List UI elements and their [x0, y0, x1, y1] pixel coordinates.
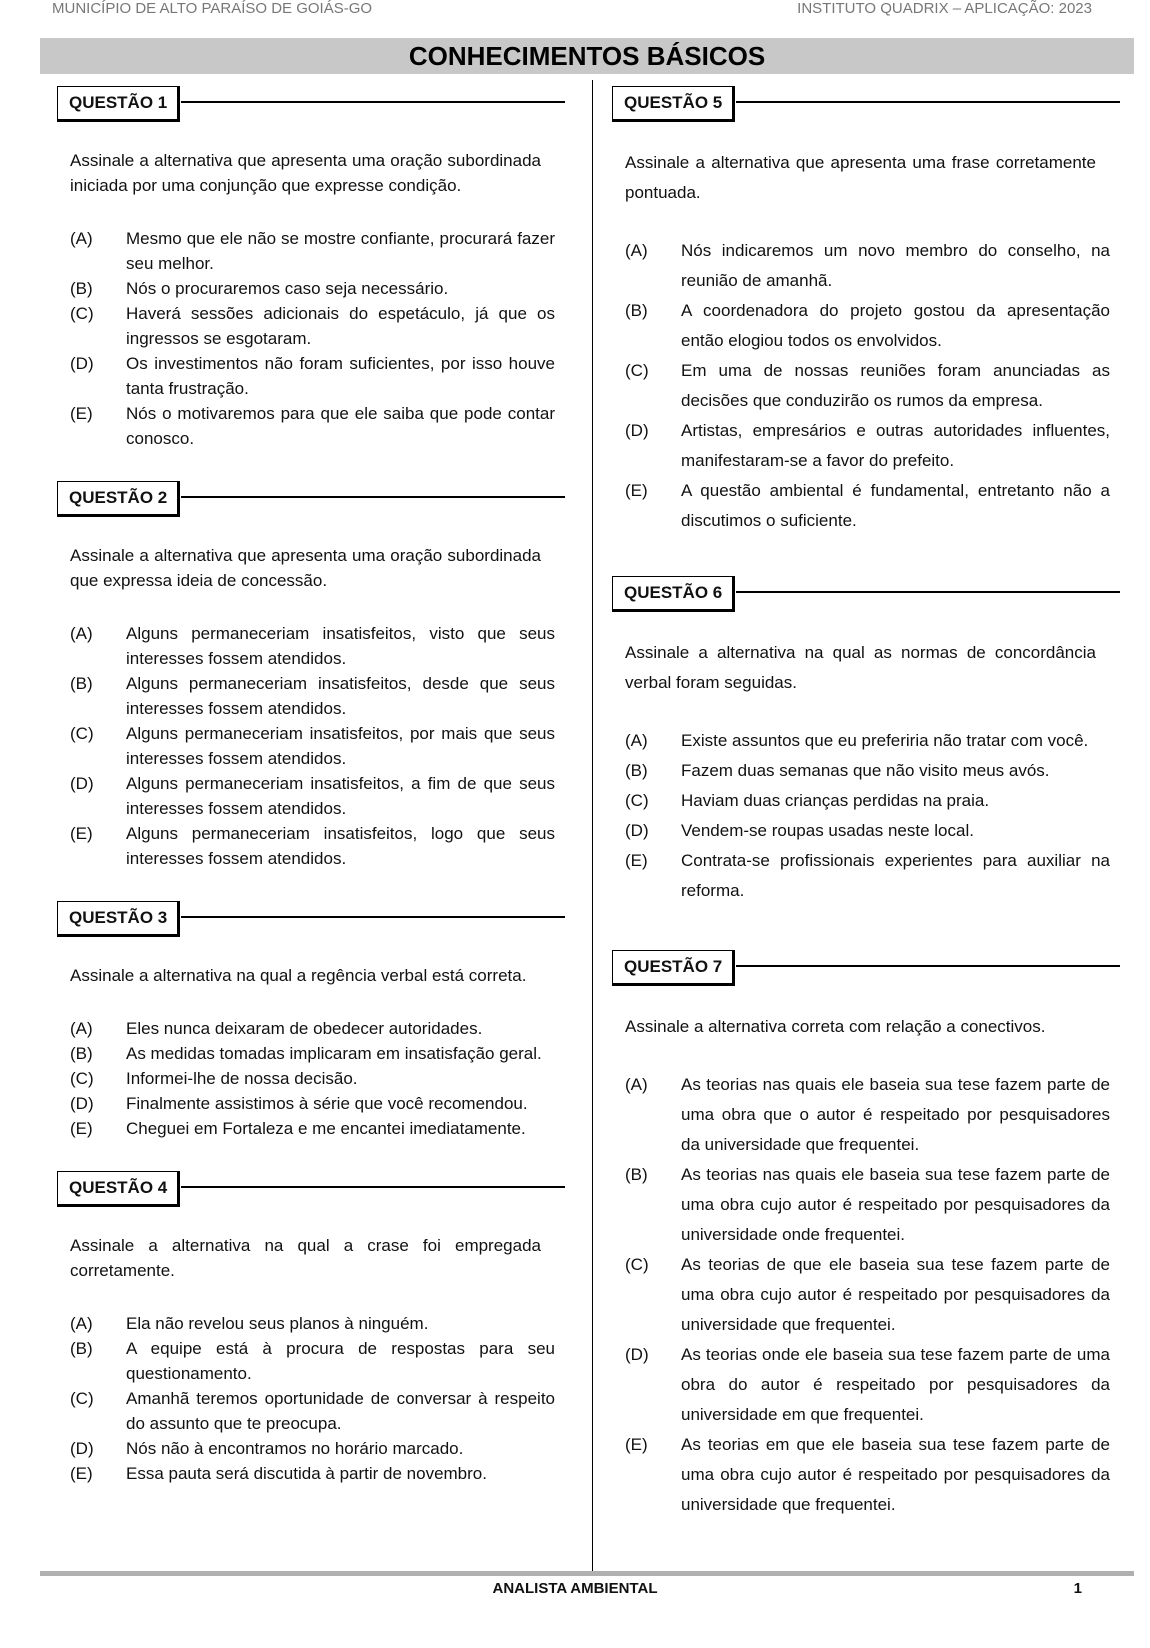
question-block [57, 86, 553, 451]
header-left: MUNICÍPIO DE ALTO PARAÍSO DE GOIÁS-GO [52, 0, 373, 17]
alternative-text: Alguns permaneceriam insatisfeitos, a fim de que seus interesses fossem atendidos. [126, 774, 555, 818]
column-divider [592, 80, 593, 1571]
alternative-item [625, 786, 1110, 816]
alternative-text: A questão ambiental é fundamental, entretanto não a discutimos o suficiente. [681, 481, 1110, 530]
alternative-letter: (A) [70, 1314, 93, 1333]
alternative-letter: (E) [70, 824, 93, 843]
alternative-letter: (A) [625, 731, 648, 750]
alternative-item [625, 296, 1110, 356]
alternative-item [70, 1066, 555, 1091]
alternative-letter: (D) [70, 354, 94, 373]
question-stem: Assinale a alternativa que apresenta uma oração subordinada iniciada por uma conjunção que expresse condição. [70, 151, 541, 195]
right-column [612, 86, 1108, 1542]
left-column [57, 86, 553, 1508]
alternative-item [70, 1311, 555, 1336]
question-rule [181, 496, 565, 498]
alternative-text: Informei-lhe de nossa decisão. [126, 1069, 358, 1088]
alternative-text: Mesmo que ele não se mostre confiante, procurará fazer seu melhor. [126, 229, 555, 273]
alternative-letter: (A) [70, 1019, 93, 1038]
question-rule [181, 101, 565, 103]
page-number: 1 [1073, 1580, 1082, 1597]
alternatives-list [57, 1311, 553, 1486]
question-header [612, 86, 1108, 124]
alternative-letter: (C) [625, 1255, 649, 1274]
alternative-item [625, 726, 1110, 756]
question-header [612, 576, 1108, 614]
alternative-text: As medidas tomadas implicaram em insatisfação geral. [126, 1044, 542, 1063]
question-label: QUESTÃO 1 [57, 86, 180, 122]
alternative-text: Alguns permaneceriam insatisfeitos, logo que seus interesses fossem atendidos. [126, 824, 555, 868]
alternative-letter: (D) [625, 1345, 649, 1364]
alternative-letter: (A) [625, 1075, 648, 1094]
alternative-item [625, 1250, 1110, 1340]
alternative-text: Haverá sessões adicionais do espetáculo, já que os ingressos se esgotaram. [126, 304, 555, 348]
alternative-item [70, 1116, 555, 1141]
question-header [57, 901, 553, 939]
alternative-letter: (C) [70, 1069, 94, 1088]
alternative-item [625, 816, 1110, 846]
alternative-text: Ela não revelou seus planos à ninguém. [126, 1314, 429, 1333]
alternative-item [70, 771, 555, 821]
alternative-letter: (D) [70, 1439, 94, 1458]
question-stem: Assinale a alternativa na qual a crase foi empregada corretamente. [70, 1236, 541, 1280]
alternative-text: Alguns permaneceriam insatisfeitos, visto que seus interesses fossem atendidos. [126, 624, 555, 668]
alternative-text: Essa pauta será discutida à partir de novembro. [126, 1464, 487, 1483]
alternative-text: Artistas, empresários e outras autoridades influentes, manifestaram-se a favor do prefeito. [681, 421, 1110, 470]
alternatives-list [57, 621, 553, 871]
alternative-letter: (D) [625, 421, 649, 440]
alternative-letter: (E) [70, 1119, 93, 1138]
question-block [57, 481, 553, 871]
alternative-letter: (B) [70, 674, 93, 693]
alternative-item [625, 416, 1110, 476]
alternative-letter: (E) [70, 1464, 93, 1483]
alternative-item [625, 846, 1110, 906]
question-header [57, 1171, 553, 1209]
question-stem: Assinale a alternativa na qual as normas de concordância verbal foram seguidas. [625, 643, 1096, 692]
alternative-letter: (E) [625, 481, 648, 500]
alternative-item [625, 1070, 1110, 1160]
alternative-letter: (C) [70, 1389, 94, 1408]
alternatives-list [612, 1070, 1108, 1520]
question-block [612, 86, 1108, 536]
alternative-letter: (E) [70, 404, 93, 423]
question-stem: Assinale a alternativa na qual a regência verbal está correta. [70, 966, 527, 985]
alternative-letter: (A) [70, 624, 93, 643]
question-block [612, 576, 1108, 906]
alternative-letter: (D) [625, 821, 649, 840]
question-header [57, 481, 553, 519]
footer-title: ANALISTA AMBIENTAL [492, 1580, 658, 1597]
question-rule [736, 591, 1120, 593]
alternative-text: As teorias nas quais ele baseia sua tese fazem parte de uma obra que o autor é respeitado por pesquisadores da universidade que frequentei. [681, 1075, 1110, 1154]
alternative-text: As teorias nas quais ele baseia sua tese fazem parte de uma obra cujo autor é respeitado por pesquisadores da universidade onde frequentei. [681, 1165, 1110, 1244]
alternative-text: Em uma de nossas reuniões foram anunciadas as decisões que conduzirão os rumos da empresa. [681, 361, 1110, 410]
alternative-item [625, 236, 1110, 296]
header-right: INSTITUTO QUADRIX – APLICAÇÃO: 2023 [797, 0, 1092, 17]
alternative-item [70, 721, 555, 771]
alternative-text: Alguns permaneceriam insatisfeitos, por mais que seus interesses fossem atendidos. [126, 724, 555, 768]
question-label: QUESTÃO 6 [612, 576, 735, 612]
alternative-item [70, 1436, 555, 1461]
alternative-text: Haviam duas crianças perdidas na praia. [681, 791, 990, 810]
alternative-letter: (E) [625, 851, 648, 870]
alternative-letter: (D) [70, 1094, 94, 1113]
alternative-letter: (D) [70, 774, 94, 793]
alternative-item [625, 476, 1110, 536]
alternative-item [70, 821, 555, 871]
alternative-text: Alguns permaneceriam insatisfeitos, desde que seus interesses fossem atendidos. [126, 674, 555, 718]
alternative-item [625, 1430, 1110, 1520]
question-label: QUESTÃO 3 [57, 901, 180, 937]
question-label: QUESTÃO 2 [57, 481, 180, 517]
question-label: QUESTÃO 5 [612, 86, 735, 122]
alternative-text: Os investimentos não foram suficientes, por isso houve tanta frustração. [126, 354, 555, 398]
alternative-letter: (C) [70, 724, 94, 743]
alternative-letter: (B) [70, 1339, 93, 1358]
question-rule [736, 965, 1120, 967]
alternative-text: A equipe está à procura de respostas para seu questionamento. [126, 1339, 555, 1383]
alternative-text: Nós indicaremos um novo membro do conselho, na reunião de amanhã. [681, 241, 1110, 290]
alternative-text: Amanhã teremos oportunidade de conversar à respeito do assunto que te preocupa. [126, 1389, 555, 1433]
alternative-letter: (A) [70, 229, 93, 248]
alternatives-list [612, 236, 1108, 536]
alternative-letter: (E) [625, 1435, 648, 1454]
alternative-letter: (B) [625, 761, 648, 780]
alternative-text: As teorias onde ele baseia sua tese fazem parte de uma obra do autor é respeitado por pesquisadores da universidade em que frequentei. [681, 1345, 1110, 1424]
alternative-item [70, 351, 555, 401]
question-rule [181, 916, 565, 918]
footer-rule [40, 1571, 1134, 1576]
alternative-item [70, 226, 555, 276]
section-banner: CONHECIMENTOS BÁSICOS [40, 38, 1134, 74]
alternative-item [625, 356, 1110, 416]
alternative-letter: (B) [70, 1044, 93, 1063]
alternative-text: Existe assuntos que eu preferiria não tratar com você. [681, 731, 1089, 750]
alternative-item [625, 1160, 1110, 1250]
alternative-text: Vendem-se roupas usadas neste local. [681, 821, 974, 840]
alternative-item [70, 1461, 555, 1486]
question-rule [181, 1186, 565, 1188]
alternative-item [70, 276, 555, 301]
question-rule [736, 101, 1120, 103]
alternative-text: Contrata-se profissionais experientes para auxiliar na reforma. [681, 851, 1110, 900]
alternative-item [70, 301, 555, 351]
alternative-letter: (A) [625, 241, 648, 260]
question-header [57, 86, 553, 124]
question-label: QUESTÃO 7 [612, 950, 735, 986]
alternative-text: Nós o motivaremos para que ele saiba que pode contar conosco. [126, 404, 555, 448]
alternative-item [70, 1336, 555, 1386]
alternative-letter: (C) [625, 361, 649, 380]
alternative-letter: (C) [625, 791, 649, 810]
alternative-text: Cheguei em Fortaleza e me encantei imediatamente. [126, 1119, 526, 1138]
alternative-letter: (C) [70, 304, 94, 323]
alternative-text: As teorias em que ele baseia sua tese fazem parte de uma obra cujo autor é respeitado por pesquisadores da universidade que frequentei. [681, 1435, 1110, 1514]
alternative-item [625, 1340, 1110, 1430]
alternative-letter: (B) [625, 1165, 648, 1184]
alternative-item [70, 401, 555, 451]
alternative-item [70, 621, 555, 671]
alternatives-list [57, 1016, 553, 1141]
alternative-text: Nós o procuraremos caso seja necessário. [126, 279, 449, 298]
question-stem: Assinale a alternativa que apresenta uma oração subordinada que expressa ideia de concessão. [70, 546, 541, 590]
alternative-item [70, 1041, 555, 1066]
question-label: QUESTÃO 4 [57, 1171, 180, 1207]
alternative-letter: (B) [70, 279, 93, 298]
alternatives-list [57, 226, 553, 451]
alternative-text: Eles nunca deixaram de obedecer autoridades. [126, 1019, 483, 1038]
question-stem: Assinale a alternativa que apresenta uma frase corretamente pontuada. [625, 153, 1096, 202]
alternative-text: Fazem duas semanas que não visito meus avós. [681, 761, 1050, 780]
alternative-item [625, 756, 1110, 786]
alternative-text: Nós não à encontramos no horário marcado. [126, 1439, 464, 1458]
alternative-item [70, 1386, 555, 1436]
alternative-item [70, 671, 555, 721]
alternative-text: Finalmente assistimos à série que você recomendou. [126, 1094, 528, 1113]
alternative-text: As teorias de que ele baseia sua tese fazem parte de uma obra cujo autor é respeitado por pesquisadores da universidade que frequentei. [681, 1255, 1110, 1334]
alternative-letter: (B) [625, 301, 648, 320]
question-block [57, 1171, 553, 1486]
alternative-item [70, 1016, 555, 1041]
alternatives-list [612, 726, 1108, 906]
alternative-text: A coordenadora do projeto gostou da apresentação então elogiou todos os envolvidos. [681, 301, 1110, 350]
alternative-item [70, 1091, 555, 1116]
question-block [612, 950, 1108, 1520]
question-block [57, 901, 553, 1141]
question-header [612, 950, 1108, 988]
question-stem: Assinale a alternativa correta com relação a conectivos. [625, 1017, 1046, 1036]
